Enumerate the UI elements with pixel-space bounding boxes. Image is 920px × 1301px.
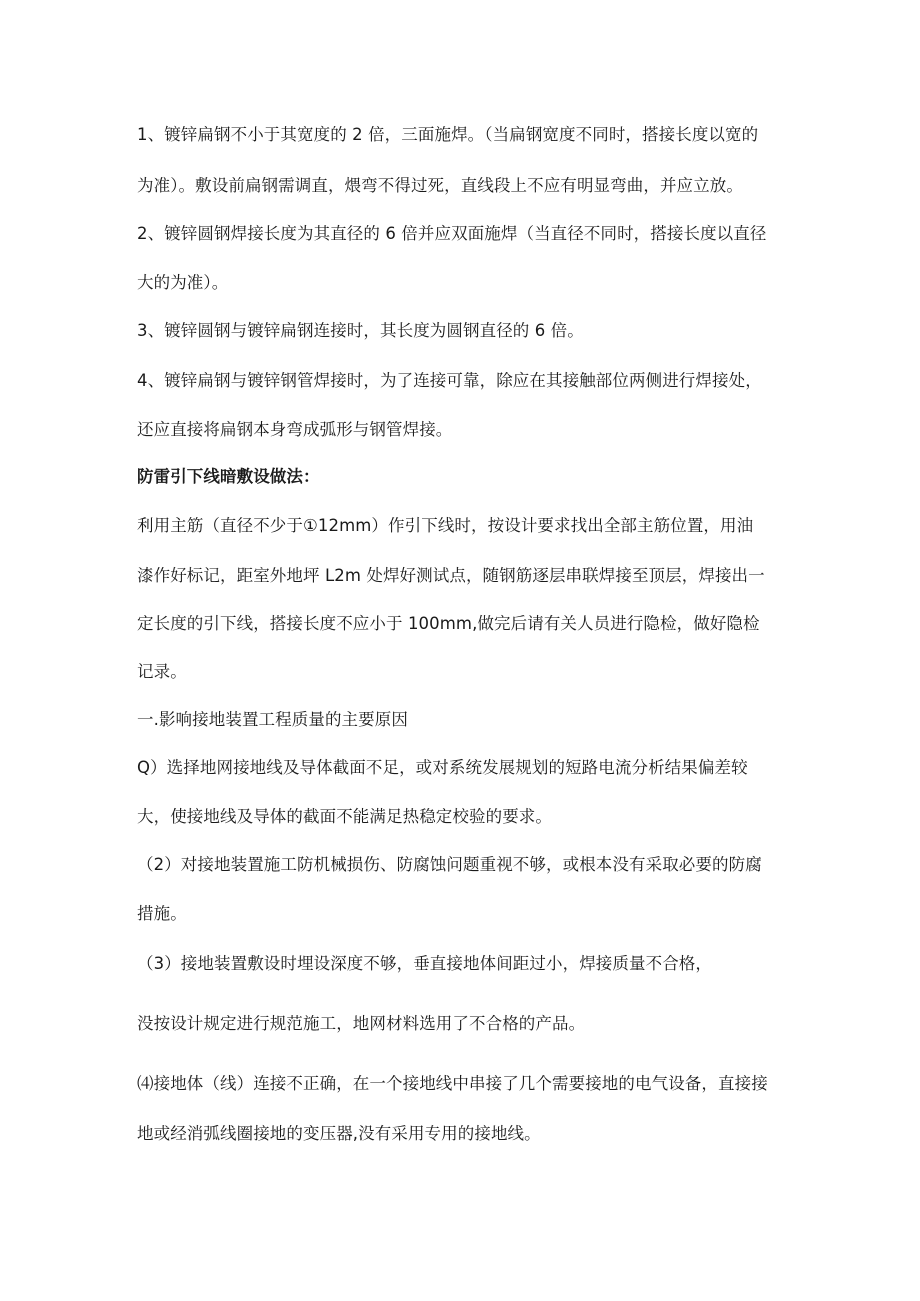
paragraph-line: 2、镀锌圆钢焊接长度为其直径的 6 倍并应双面施焊（当直径不同时，搭接长度以直径 — [137, 224, 767, 243]
paragraph-line: 措施。 — [137, 904, 187, 923]
paragraph-line: 4、镀锌扁钢与镀锌钢管焊接时，为了连接可靠，除应在其接触部位两侧进行焊接处， — [137, 371, 762, 390]
paragraph-line: （2）对接地装置施工防机械损伤、防腐蚀问题重视不够，或根本没有采取必要的防腐 — [137, 855, 762, 874]
section-heading: 防雷引下线暗敷设做法： — [137, 467, 320, 486]
paragraph-line: ⑷接地体（线）连接不正确，在一个接地线中串接了几个需要接地的电气设备，直接接 — [137, 1074, 768, 1093]
paragraph-line: 没按设计规定进行规范施工，地网材料选用了不合格的产品。 — [137, 1014, 586, 1033]
subsection-heading: 一.影响接地装置工程质量的主要原因 — [137, 710, 408, 729]
paragraph-line: 大，使接地线及导体的截面不能满足热稳定校验的要求。 — [137, 807, 552, 826]
paragraph-line: 地或经消弧线圈接地的变压器,没有采用专用的接地线。 — [137, 1124, 541, 1143]
paragraph-line: 记录。 — [137, 662, 187, 681]
paragraph-line: 定长度的引下线，搭接长度不应小于 100mm,做完后请有关人员进行隐检，做好隐检 — [137, 614, 760, 633]
paragraph-line: Q）选择地网接地线及导体截面不足，或对系统发展规划的短路电流分析结果偏差较 — [137, 758, 748, 777]
paragraph-line: 利用主筋（直径不少于①12mm）作引下线时，按设计要求找出全部主筋位置，用油 — [137, 516, 754, 535]
paragraph-line: （3）接地装置敷设时埋设深度不够，垂直接地体间距过小，焊接质量不合格， — [137, 954, 712, 973]
paragraph-line: 漆作好标记，距室外地坪 L2m 处焊好测试点，随钢筋逐层串联焊接至顶层，焊接出一 — [137, 566, 765, 585]
paragraph-line: 3、镀锌圆钢与镀锌扁钢连接时，其长度为圆钢直径的 6 倍。 — [137, 321, 584, 340]
paragraph-line: 还应直接将扁钢本身弯成弧形与钢管焊接。 — [137, 420, 453, 439]
paragraph-line: 为准）。敷设前扁钢需调直，煨弯不得过死，直线段上不应有明显弯曲，并应立放。 — [137, 176, 743, 195]
paragraph-line: 1、镀锌扁钢不小于其宽度的 2 倍，三面施焊。（当扁钢宽度不同时，搭接长度以宽的 — [137, 125, 759, 144]
paragraph-line: 大的为准）。 — [137, 273, 229, 292]
